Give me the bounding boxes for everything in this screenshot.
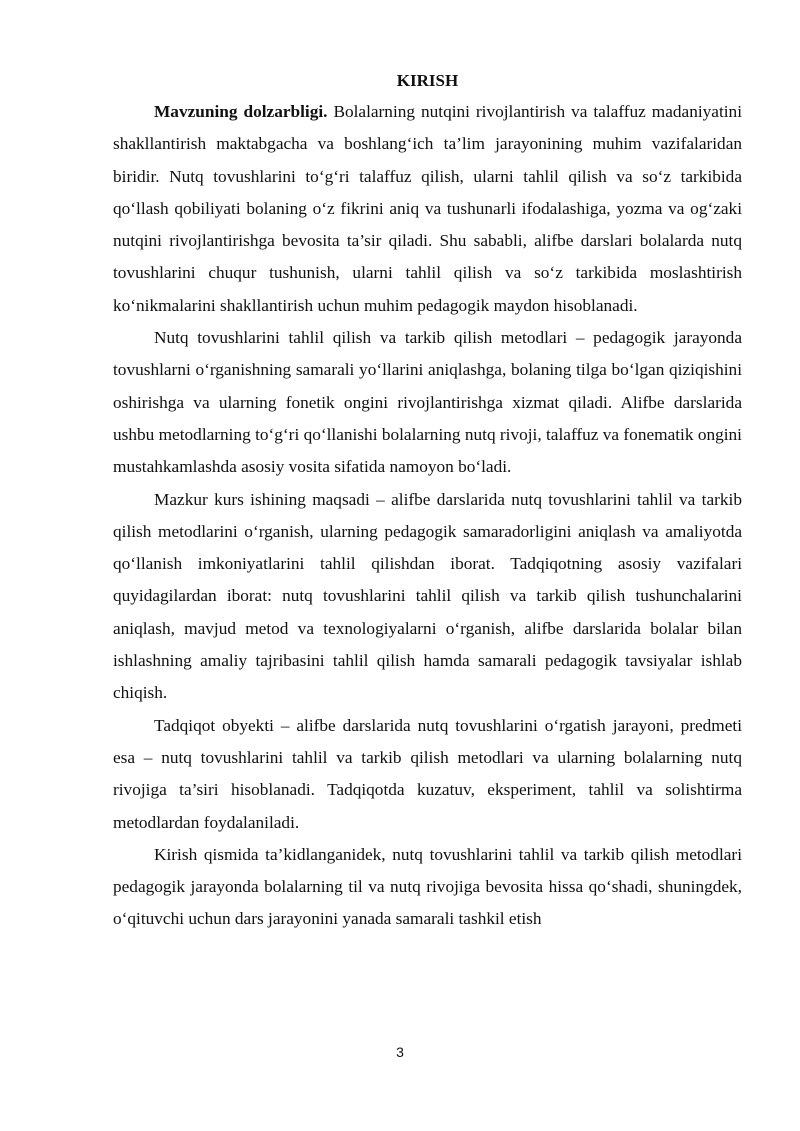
document-page	[113, 70, 742, 936]
paragraph-methods: Nutq tovushlarini tahlil qilish va tarkib qilish metodlari – pedagogik jarayonda tovushlarni o‘rganishning samarali yo‘llarini aniqlashga, bolaning tilga bo‘lgan qiziqishini oshirishga va ularning fonetik ongini rivojlantirishga xizmat qiladi. Alifbe darslarida ushbu metodlarning to‘g‘ri qo‘llanishi bolalarning nutq rivoji, talaffuz va fonematik ongini mustahkamlashda asosiy vosita sifatida namoyon bo‘ladi.	[113, 328, 742, 477]
section-title: KIRISH	[396, 71, 459, 90]
paragraph-object: Tadqiqot obyekti – alifbe darslarida nutq tovushlarini o‘rgatish jarayoni, predmeti esa – nutq tovushlarini tahlil va tarkib qilish metodlari va ularning bolalarning nutq rivojiga ta’siri hisoblanadi. Tadqiqotda kuzatuv, eksperiment, tahlil va solishtirma metodlardan foydalaniladi.	[113, 715, 742, 832]
paragraph-lead: Mavzuning dolzarbligi.	[154, 102, 328, 121]
paragraph-text: Bolalarning nutqini rivojlantirish va talaffuz madaniyatini shakllantirish maktabgacha va boshlang‘ich ta’lim jarayonining muhim vazifalaridan biridir. Nutq tovushlarini to‘g‘ri talaffuz qilish, ularni tahlil qilish va so‘z tarkibida qo‘llash qobiliyati bolaning o‘z fikrini aniq va tushunarli ifodalashiga, yozma va og‘zaki nutqini rivojlantirishga bevosita ta’sir qiladi. Shu sababli, alifbe darslari bolalarda nutq tovushlarini chuqur tushunish, ularni tahlil qilish va so‘z tarkibida moslashtirish ko‘nikmalarini shakllantirish uchun muhim pedagogik maydon hisoblanadi.	[113, 102, 742, 315]
paragraph-goal: Mazkur kurs ishining maqsadi – alifbe darslarida nutq tovushlarini tahlil va tarkib qilish metodlarini o‘rganish, ularning pedagogik samaradorligini aniqlash va amaliyotda qo‘llanish imkoniyatlarini tahlil qilishdan iborat. Tadqiqotning asosiy vazifalari quyidagilardan iborat: nutq tovushlarini tahlil qilish va tarkib qilish tushunchalarini aniqlash, mavjud metod va texnologiyalarni o‘rganish, alifbe darslarida bolalar bilan ishlashning amaliy tajribasini tahlil qilish hamda samarali pedagogik tavsiyalar ishlab chiqish.	[113, 489, 742, 703]
page-number: 3	[396, 1044, 404, 1060]
paragraph-relevance	[113, 96, 742, 322]
paragraph-conclusion: Kirish qismida ta’kidlanganidek, nutq tovushlarini tahlil va tarkib qilish metodlari pedagogik jarayonda bolalarning til va nutq rivojiga bevosita hissa qo‘shadi, shuningdek, o‘qituvchi uchun dars jarayonini yanada samarali tashkil etish	[113, 844, 742, 929]
